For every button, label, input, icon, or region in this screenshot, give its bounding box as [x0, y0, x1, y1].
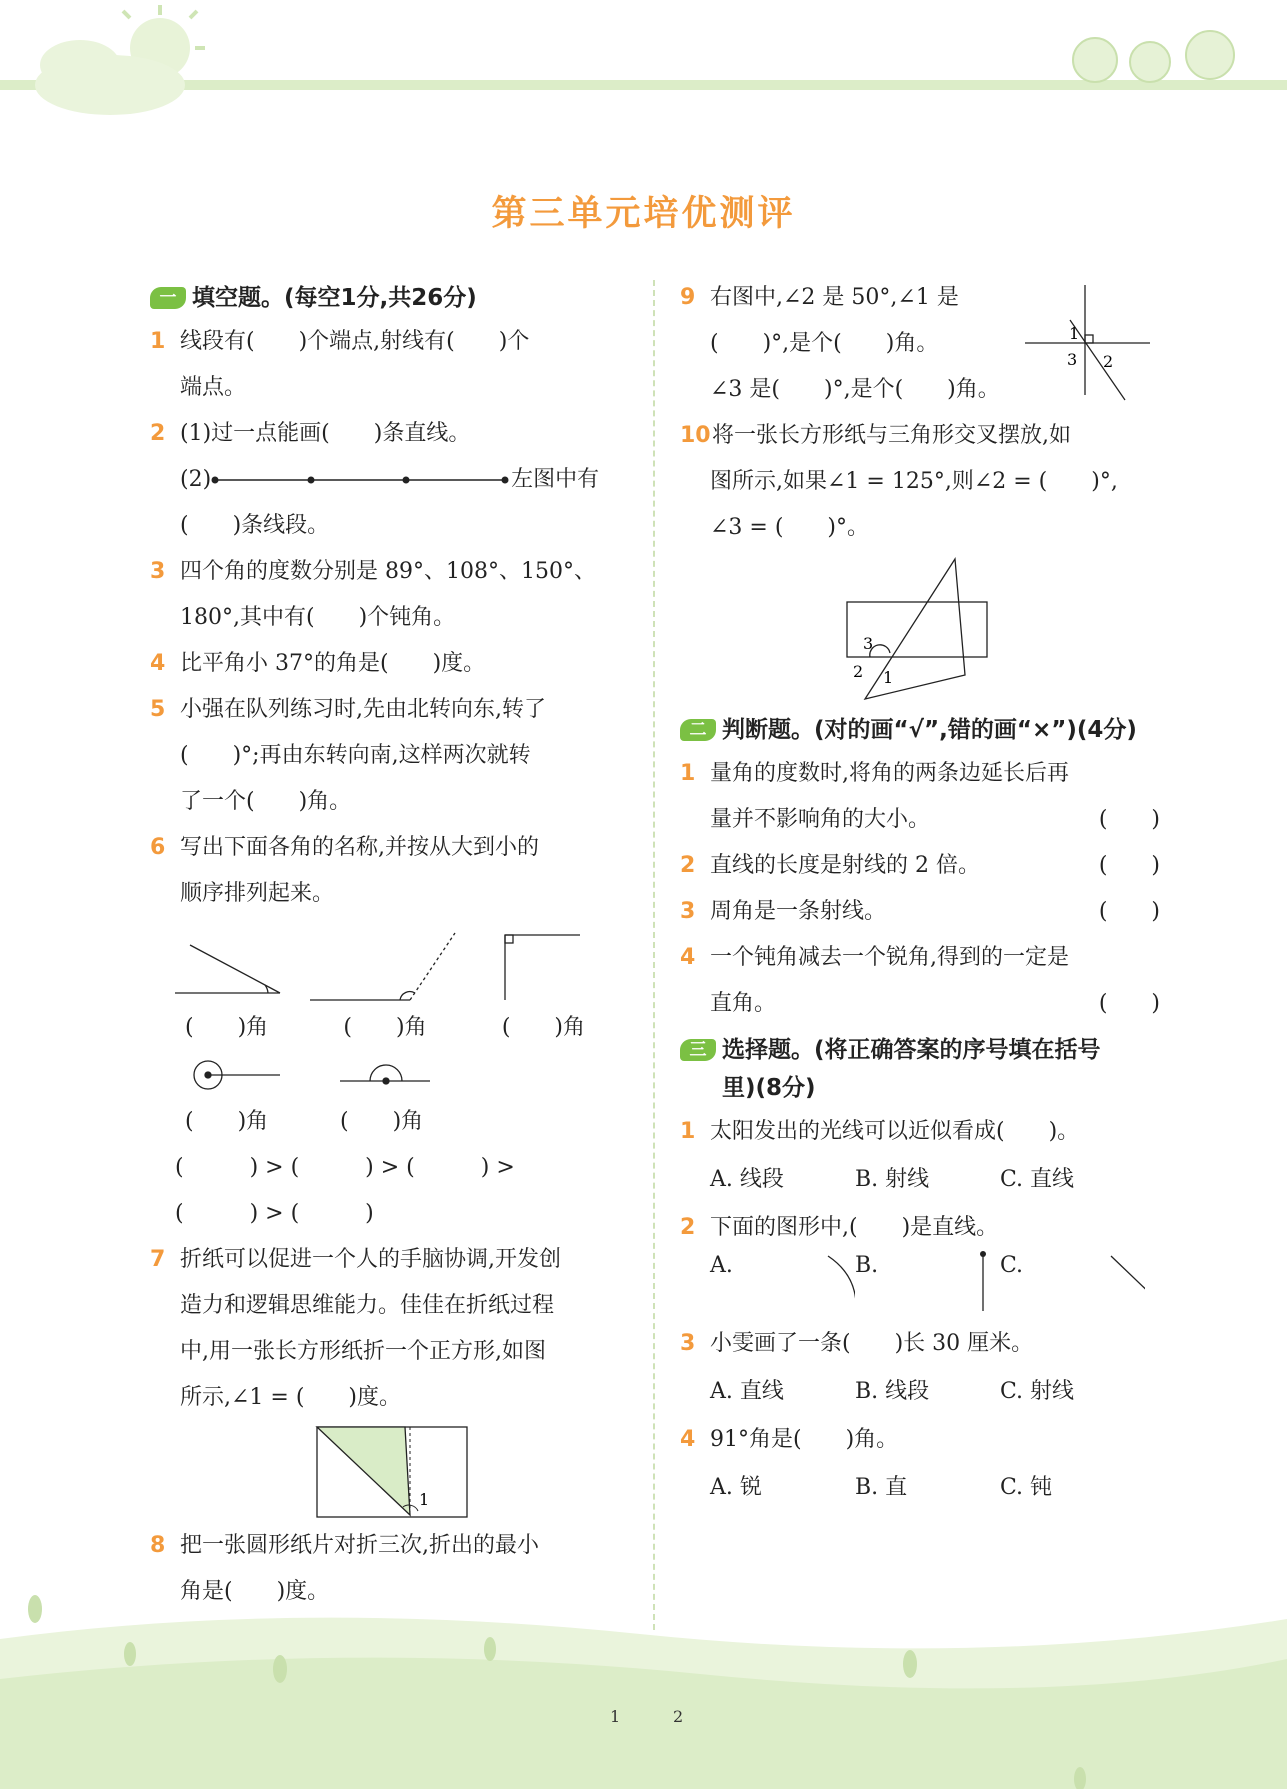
intersecting-lines-figure	[1025, 285, 1155, 405]
line-segment-figure	[211, 470, 511, 490]
option-c: C. 钝	[1000, 1475, 1053, 1500]
angle-blank: ( )角	[185, 1015, 269, 1040]
animals-icon	[1073, 31, 1234, 82]
right-column: 9 右图中,∠2 是 50°,∠1 是 ( )°,是个( )角。 ∠3 是( )°,是个( )角。 1 2 3 10 将一张长方形纸与三角形交叉摆放,如 图所示,如果∠1 = 125°,则∠2 = ( )°, ∠3 = ( )°。 3 2 1 二 判断题。(对的画“√”,错的画“×”)(4分) 1 量角的度数时,将角的两条边延长后再 量并不影响角的大小。 ( ) 2 直线的长度是射线的 2 倍。 ( ) 3 周角是一条射线。 ( ) 4 一个钝角减去一个锐角,得到的一定是 直角。 ( ) 三 选择题。(将正确答案的序号填在括号 里)(8分) 1 太阳发出的光线可以近似看成( )。 A. 线段 B. 射线 C. 直线 2 下面的图形中,( )是直线。 A. B. C. 3 小雯画了一条( )长 30 厘米。 A. 直线 B. 线段 C. 射线 4 91°角是( )角。 A. 锐 B. 直 C. 钝	[680, 275, 1160, 1513]
svg-text:1: 1	[1069, 324, 1080, 343]
svg-text:1: 1	[883, 668, 894, 687]
svg-text:2: 2	[1103, 352, 1114, 371]
section-2-heading: 二 判断题。(对的画“√”,错的画“×”)(4分)	[680, 713, 1160, 747]
choice-1: 1 太阳发出的光线可以近似看成( )。	[680, 1119, 1080, 1144]
answer-paren: ( )	[1098, 853, 1160, 878]
judge-2: 2 直线的长度是射线的 2 倍。 ( )	[680, 843, 1160, 889]
question-1-4: 4 比平角小 37°的角是( )度。	[150, 651, 486, 676]
angle-blank: ( )角	[501, 1015, 585, 1040]
footer-decoration	[0, 1579, 1287, 1789]
angle-figures-row2	[190, 1051, 490, 1099]
section-badge: 一	[150, 287, 186, 309]
option-a: A. 锐	[710, 1475, 762, 1500]
folded-paper-figure	[315, 1423, 475, 1523]
svg-text:2: 2	[853, 662, 864, 681]
option-c: C. 直线	[1000, 1167, 1075, 1192]
option-a: A.	[710, 1253, 733, 1278]
angle-blank: ( )角	[185, 1109, 269, 1134]
line-figure	[1103, 1251, 1145, 1316]
question-10: 10 将一张长方形纸与三角形交叉摆放,如	[680, 423, 1071, 448]
option-a: A. 直线	[710, 1379, 784, 1404]
question-1-8: 8 把一张圆形纸片对折三次,折出的最小	[150, 1533, 539, 1558]
judge-4: 4 一个钝角减去一个锐角,得到的一定是	[680, 945, 1069, 970]
question-1-1: 1 线段有( )个端点,射线有( )个	[150, 329, 530, 354]
angle-label: 1	[419, 1490, 430, 1509]
option-a: A. 线段	[710, 1167, 784, 1192]
option-b: B. 直	[855, 1475, 908, 1500]
question-1-2: 2 (1)过一点能画( )条直线。	[150, 421, 471, 446]
curve-figure	[818, 1251, 855, 1316]
option-b: B. 线段	[855, 1379, 930, 1404]
section-3-heading: 三 选择题。(将正确答案的序号填在括号	[680, 1033, 1160, 1067]
option-c: C. 射线	[1000, 1379, 1075, 1404]
question-1-6: 6 写出下面各角的名称,并按从大到小的	[150, 835, 539, 860]
left-column: 一 填空题。(每空1分,共26分) 1 线段有( )个端点,射线有( )个 端点。 2 (1)过一点能画( )条直线。 (2) 左图中有 ( )条线段。 3 四个角的度数分别是 89°、108°、150°、 180°,其中有( )个钝角。 4 比平角小 37°的角是( )度。 5 小强在队列练习时,先由北转向东,转了 ( )°;再由东转向南,这样两次就转 了一个( )角。 6 写出下面各角的名称,并按从大到小的 顺序排列起来。 ( )角 ( )角 ( )角 ( )角 ( )角 ( ) > ( ) > ( ) > ( ) > ( ) 7 折纸可以促进一个人的手脑协调,开发创 造力和逻辑思维能力。佳佳在折纸过程 中,用一张长方形纸折一个正方形,如图 所示,∠1 = ( )度。 1 8 把一张圆形纸片对折三次,折出的最小 角是( )度。	[150, 275, 640, 1615]
option-b: B.	[855, 1253, 879, 1278]
answer-paren: ( )	[1098, 807, 1160, 832]
option-c: C.	[1000, 1253, 1024, 1278]
judge-1: 1 量角的度数时,将角的两条边延长后再	[680, 761, 1069, 786]
question-1-7: 7 折纸可以促进一个人的手脑协调,开发创	[150, 1247, 561, 1272]
choice-2: 2 下面的图形中,( )是直线。	[680, 1215, 999, 1240]
answer-paren: ( )	[1098, 991, 1160, 1016]
choice-3: 3 小雯画了一条( )长 30 厘米。	[680, 1331, 1034, 1356]
answer-paren: ( )	[1098, 899, 1160, 924]
svg-text:3: 3	[1067, 350, 1078, 369]
section-badge: 三	[680, 1039, 716, 1061]
choice-4: 4 91°角是( )角。	[680, 1427, 899, 1452]
judge-3: 3 周角是一条射线。 ( )	[680, 889, 1160, 935]
svg-text:3: 3	[863, 634, 874, 653]
ray-figure	[975, 1251, 1000, 1316]
question-1-3: 3 四个角的度数分别是 89°、108°、150°、	[150, 559, 596, 584]
column-divider	[653, 280, 655, 1630]
header-decoration	[0, 0, 1287, 120]
page-number-left: 1	[610, 1707, 621, 1726]
question-1-5: 5 小强在队列练习时,先由北转向东,转了	[150, 697, 546, 722]
section-badge: 二	[680, 719, 716, 741]
page-title: 第三单元培优测评	[491, 194, 796, 234]
page-number-right: 2	[673, 1707, 684, 1726]
section-1-heading: 一 填空题。(每空1分,共26分)	[150, 281, 640, 315]
question-9: 9 右图中,∠2 是 50°,∠1 是	[680, 285, 959, 310]
rectangle-triangle-figure	[845, 557, 1005, 707]
angle-blank: ( )角	[340, 1109, 424, 1134]
option-b: B. 射线	[855, 1167, 930, 1192]
angle-figures-row1	[175, 925, 635, 1005]
angle-blank: ( )角	[343, 1015, 427, 1040]
